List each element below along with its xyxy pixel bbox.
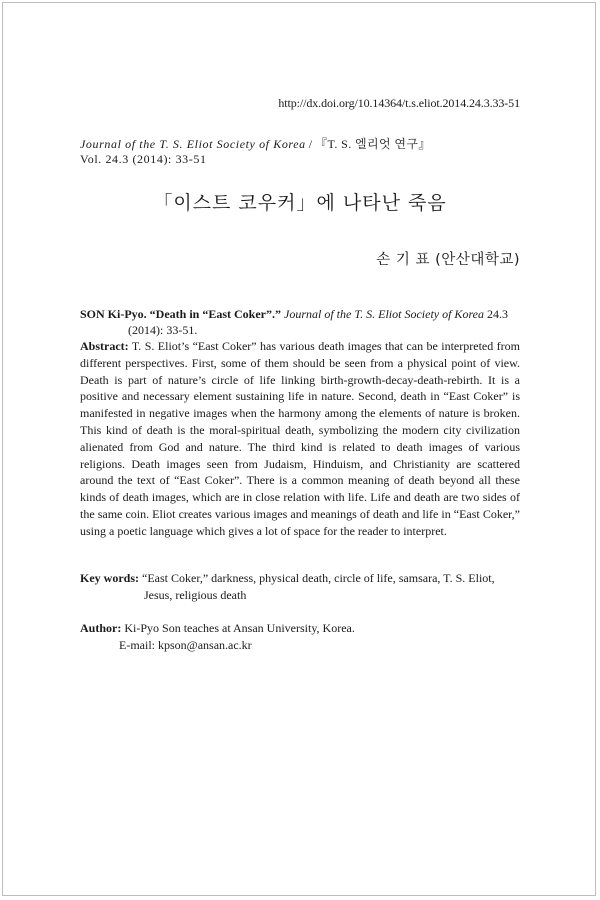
- journal-name-ko: 『T. S. 엘리엇 연구』: [315, 137, 431, 151]
- author-affiliation: 손 기 표 (안산대학교): [376, 252, 520, 268]
- journal-header: [80, 137, 431, 167]
- citation-article: “Death in “East Coker”.”: [149, 307, 282, 321]
- abstract: [80, 338, 520, 540]
- author-info-line-1: Ki-Pyo Son teaches at Ansan University, Korea.: [124, 621, 355, 635]
- keywords-line-2: Jesus, religious death: [144, 588, 247, 602]
- journal-name-line: [80, 137, 431, 152]
- author-info-label: Author:: [80, 621, 122, 635]
- paper-title: 「이스트 코우커」에 나타난 죽음: [153, 192, 447, 214]
- journal-name-en: Journal of the T. S. Eliot Society of Korea: [80, 137, 306, 151]
- abstract-label: Abstract:: [80, 339, 129, 353]
- citation-journal: Journal of the T. S. Eliot Society of Korea: [284, 307, 484, 321]
- keywords-line-1: “East Coker,” darkness, physical death, circle of life, samsara, T. S. Eliot,: [142, 571, 495, 585]
- abstract-text: T. S. Eliot’s “East Coker” has various death images that can be interpreted from different perspectives. First, some of them should be seen from a physical point of view. Death is part of nature’s circle of life linking birth-growth-decay-death-rebirth. It is a positive and necessary element sustaining life in nature. Second, death in “East Coker” is manifested in negative images when the harmony among the elements of nature is broken. This kind of death is the moral-spiritual death, symbolizing the modern city civilization alienated from God and nature. The third kind is related to death images of various religions. Death images seen from Judaism, Hinduism, and Christianity are scattered around the text of “East Coker”. There is a common meaning of death beyond all these kinds of death images, which are in close relation with life. Life and death are two sides of the same coin. Eliot creates various images and meanings of death and life in “East Coker,” using a poetic language which gives a lot of space for the reader to interpret.: [80, 339, 520, 538]
- citation-volume: 24.3: [487, 307, 508, 321]
- journal-volume: Vol. 24.3 (2014): 33-51: [80, 152, 207, 166]
- citation-year-pages: (2014): 33-51.: [128, 323, 198, 337]
- citation-author: SON Ki-Pyo.: [80, 307, 147, 321]
- doi-link[interactable]: http://dx.doi.org/10.14364/t.s.eliot.2014.24.3.33-51: [278, 96, 520, 110]
- citation: [80, 306, 520, 338]
- keywords-label: Key words:: [80, 571, 139, 585]
- author-info-email[interactable]: E-mail: kpson@ansan.ac.kr: [119, 638, 252, 652]
- author-info: [80, 620, 355, 654]
- keywords: [80, 570, 520, 604]
- journal-separator: /: [305, 137, 316, 151]
